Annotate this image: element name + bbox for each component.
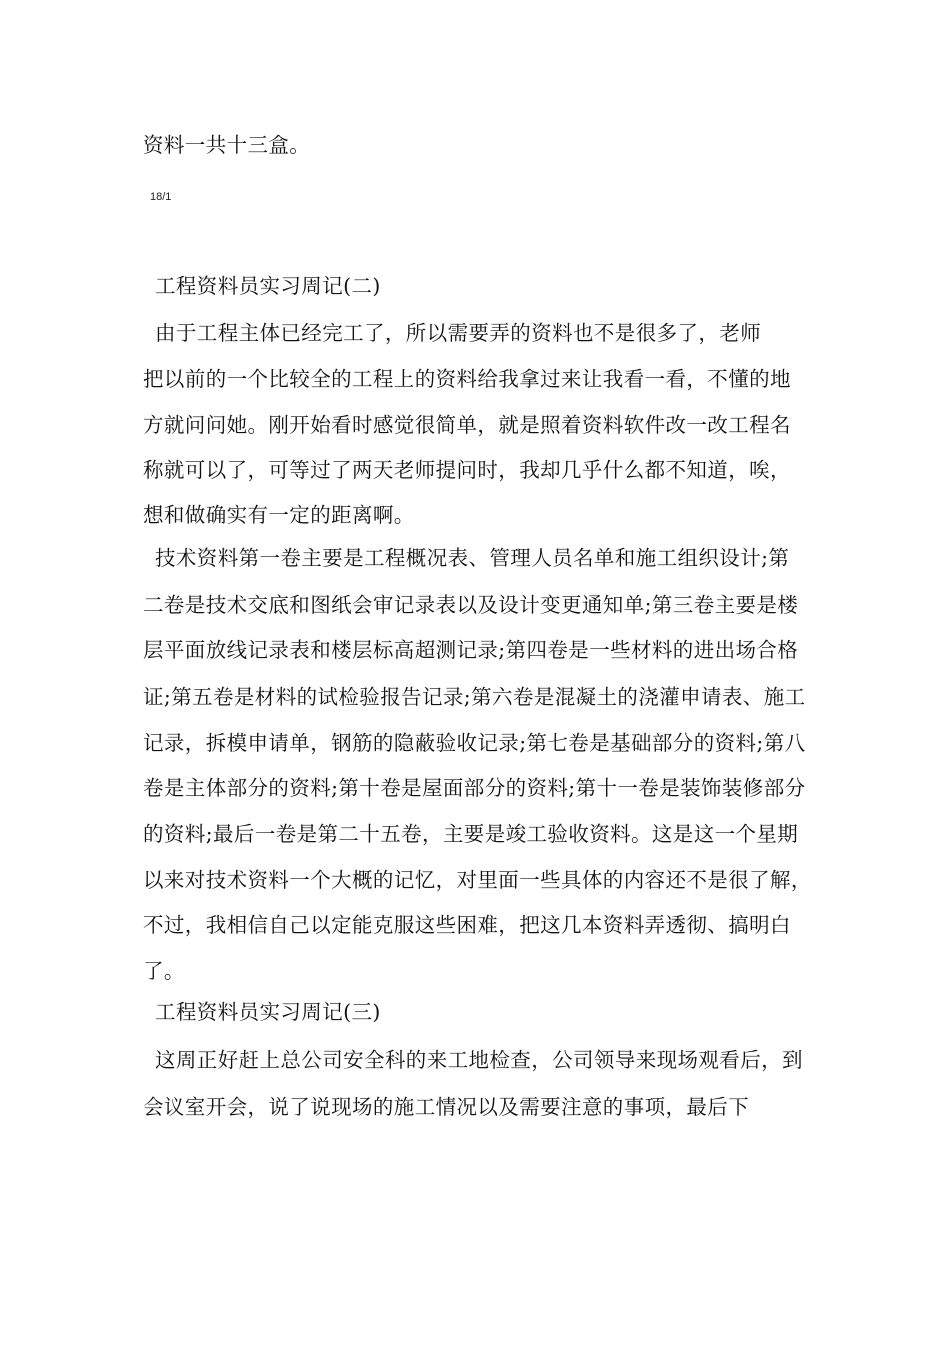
paragraph-line: 这周正好赶上总公司安全科的来工地检查，公司领导来现场观看后，到 [155,1048,803,1072]
section-title-3: 工程资料员实习周记(三) [155,1000,381,1024]
paragraph-line: 层平面放线记录表和楼层标高超测记录;第四卷是一些材料的进出场合格 [143,638,799,662]
paragraph-line: 的资料;最后一卷是第二十五卷，主要是竣工验收资料。这是这一个星期 [143,822,799,846]
paragraph-line: 由于工程主体已经完工了，所以需要弄的资料也不是很多了，老师 [155,321,762,345]
intro-line: 资料一共十三盒。 [143,133,311,157]
paragraph-line: 技术资料第一卷主要是工程概况表、管理人员名单和施工组织设计;第 [155,546,790,570]
paragraph-line: 二卷是技术交底和图纸会审记录表以及设计变更通知单;第三卷主要是楼 [143,593,799,617]
paragraph-line: 会议室开会，说了说现场的施工情况以及需要注意的事项，最后下 [143,1095,750,1119]
paragraph-line: 把以前的一个比较全的工程上的资料给我拿过来让我看一看，不懂的地 [143,367,791,391]
paragraph-line: 记录，拆模申请单，钢筋的隐蔽验收记录;第七卷是基础部分的资料;第八 [143,731,806,755]
paragraph-line: 证;第五卷是材料的试检验报告记录;第六卷是混凝土的浇灌申请表、施工 [143,685,806,709]
paragraph-line: 称就可以了，可等过了两天老师提问时，我却几乎什么都不知道，唉， [143,458,791,482]
paragraph-line: 卷是主体部分的资料;第十卷是屋面部分的资料;第十一卷是装饰装修部分 [143,776,806,800]
paragraph-line: 想和做确实有一定的距离啊。 [143,503,415,527]
paragraph-line: 方就问问她。刚开始看时感觉很简单，就是照着资料软件改一改工程名 [143,413,791,437]
paragraph-line: 了。 [143,959,185,983]
paragraph-line: 以来对技术资料一个大概的记忆，对里面一些具体的内容还不是很了解， [143,868,812,892]
paragraph-line: 不过，我相信自己以定能克服这些困难，把这几本资料弄透彻、搞明白 [143,913,791,937]
page-number: 18/1 [150,191,172,203]
section-title-2: 工程资料员实习周记(二) [155,274,381,298]
